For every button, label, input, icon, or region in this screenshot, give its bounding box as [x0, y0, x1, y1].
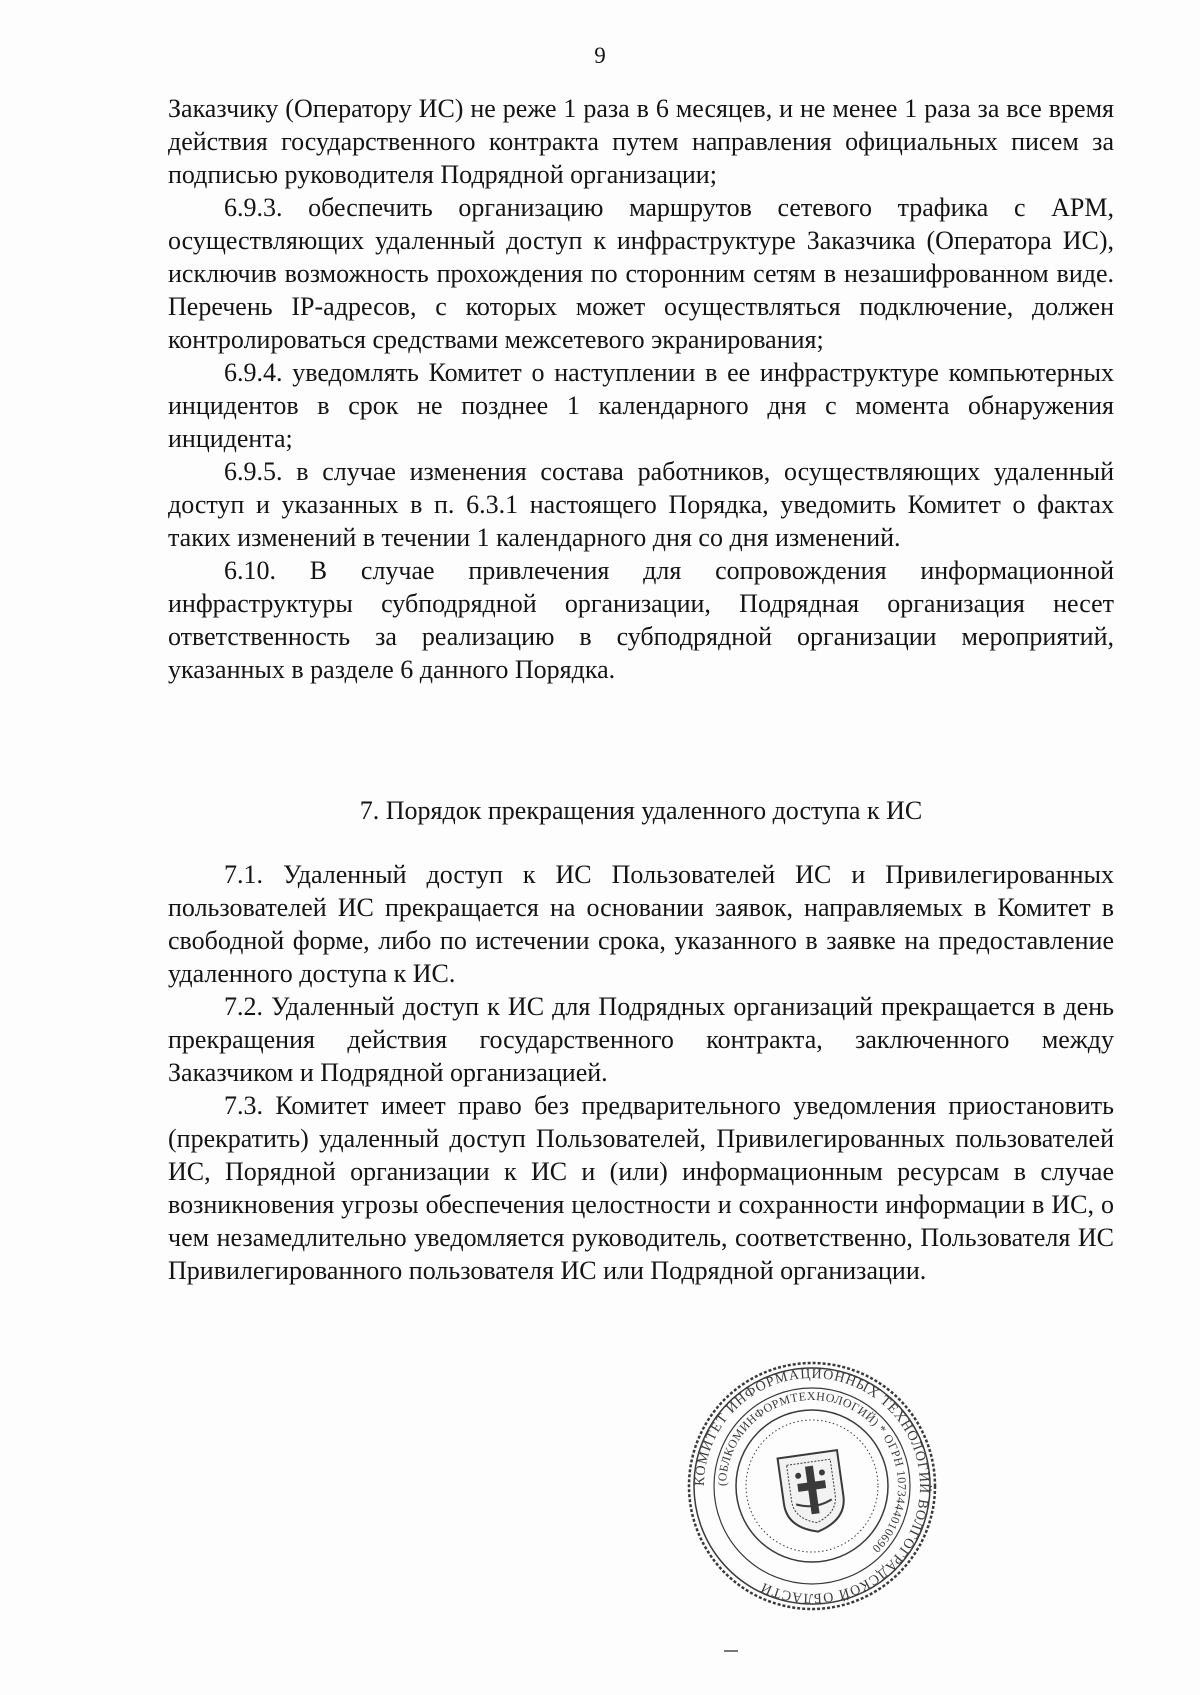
stray-mark — [724, 1650, 738, 1652]
stamp-inner-text: (ОБЛКОМИНФОРМТЕХНОЛОГИЙ) * ОГРН 1073444010690 — [714, 1388, 910, 1556]
stamp-outer-text: КОМИТЕТ ИНФОРМАЦИОННЫХ ТЕХНОЛОГИЙ ВОЛГОГРАДСКОЙ ОБЛАСТИ — [692, 1366, 932, 1606]
section-6-text — [168, 92, 1114, 686]
paragraph-6-9-4: 6.9.4. уведомлять Комитет о наступлении в ее инфраструктуре компьютерных инцидентов в срок не позднее 1 календарного дня с момента обнаружения инцидента; — [168, 358, 1114, 453]
paragraph-continuation: Заказчику (Оператору ИС) не реже 1 раза в 6 месяцев, и не менее 1 раза за все время действия государственного контракта путем направления официальных писем за подписью руководителя Подрядной организации; — [168, 94, 1114, 189]
paragraph-7-1: 7.1. Удаленный доступ к ИС Пользователей ИС и Привилегированных пользователей ИС прекращается на основании заявок, направляемых в Комитет в свободной форме, либо по истечении срока, указанного в заявке на предоставление удаленного доступа к ИС. — [168, 860, 1114, 988]
official-stamp-icon — [686, 1360, 938, 1612]
paragraph-6-9-5: 6.9.5. в случае изменения состава работников, осуществляющих удаленный доступ и указанных в п. 6.3.1 настоящего Порядка, уведомить Комитет о фактах таких изменений в течении 1 календарного дня со дня изменений. — [168, 457, 1114, 552]
paragraph-7-2: 7.2. Удаленный доступ к ИС для Подрядных организаций прекращается в день прекращения действия государственного контракта, заключенного между Заказчиком и Подрядной организацией. — [168, 992, 1114, 1087]
page-number: 9 — [594, 43, 606, 68]
section-7-title: 7. Порядок прекращения удаленного доступа к ИС — [359, 796, 923, 825]
paragraph-6-10: 6.10. В случае привлечения для сопровождения информационной инфраструктуры субподрядной организации, Подрядная организация несет ответственность за реализацию в субподрядной организации мероприятий, указанных в разделе 6 данного Порядка. — [168, 556, 1114, 684]
paragraph-7-3: 7.3. Комитет имеет право без предварительного уведомления приостановить (прекратить) удаленный доступ Пользователей, Привилегированных пользователей ИС, Порядной организации к ИС и (или) информационным ресурсам в случае возникновения угрозы обеспечения целостности и сохранности информации в ИС, о чем незамедлительно уведомляется руководитель, соответственно, Пользователя ИС Привилегированного пользователя ИС или Подрядной организации. — [168, 1091, 1114, 1285]
paragraph-6-9-3: 6.9.3. обеспечить организацию маршрутов сетевого трафика с АРМ, осуществляющих удаленный доступ к инфраструктуре Заказчика (Оператора ИС), исключив возможность прохождения по сторонним сетям в незашифрованном виде. Перечень IP-адресов, с которых может осуществляться подключение, должен контролироваться средствами межсетевого экранирования; — [168, 193, 1114, 354]
section-7-text — [168, 858, 1114, 1287]
